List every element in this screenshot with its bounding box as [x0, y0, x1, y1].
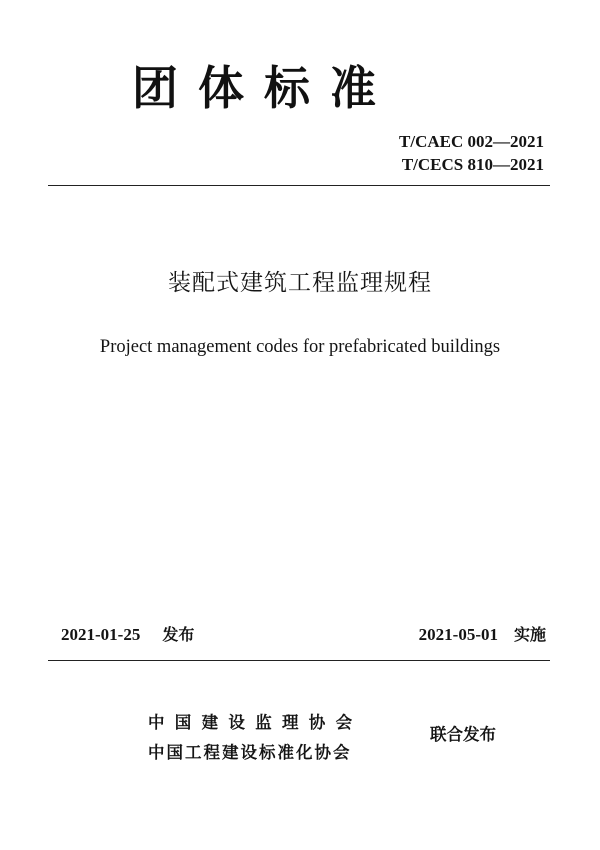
publisher-org-standardization: 中国工程建设标准化协会 [148, 743, 352, 762]
standard-code-caec: T/CAEC 002—2021 [399, 132, 544, 151]
standard-codes [399, 130, 544, 176]
standard-code-cecs: T/CECS 810—2021 [401, 155, 544, 174]
effective-label: 实施 [513, 625, 546, 644]
title-chinese: 装配式建筑工程监理规程 [168, 270, 432, 296]
issue-label: 发布 [162, 625, 195, 644]
issue-date: 2021-01-25 [61, 625, 141, 644]
publisher-organizations [148, 708, 362, 768]
top-divider [48, 185, 550, 186]
publisher-org-supervision: 中国建设监理协会 [148, 713, 363, 732]
issue-date-block [61, 622, 194, 648]
document-type-heading: 团体标准 [132, 61, 396, 115]
title-english: Project management codes for prefabricated buildings [99, 337, 501, 357]
bottom-divider [48, 660, 550, 661]
effective-date: 2021-05-01 [418, 625, 498, 644]
effective-date-block [419, 622, 546, 648]
joint-release-label: 联合发布 [430, 725, 496, 744]
